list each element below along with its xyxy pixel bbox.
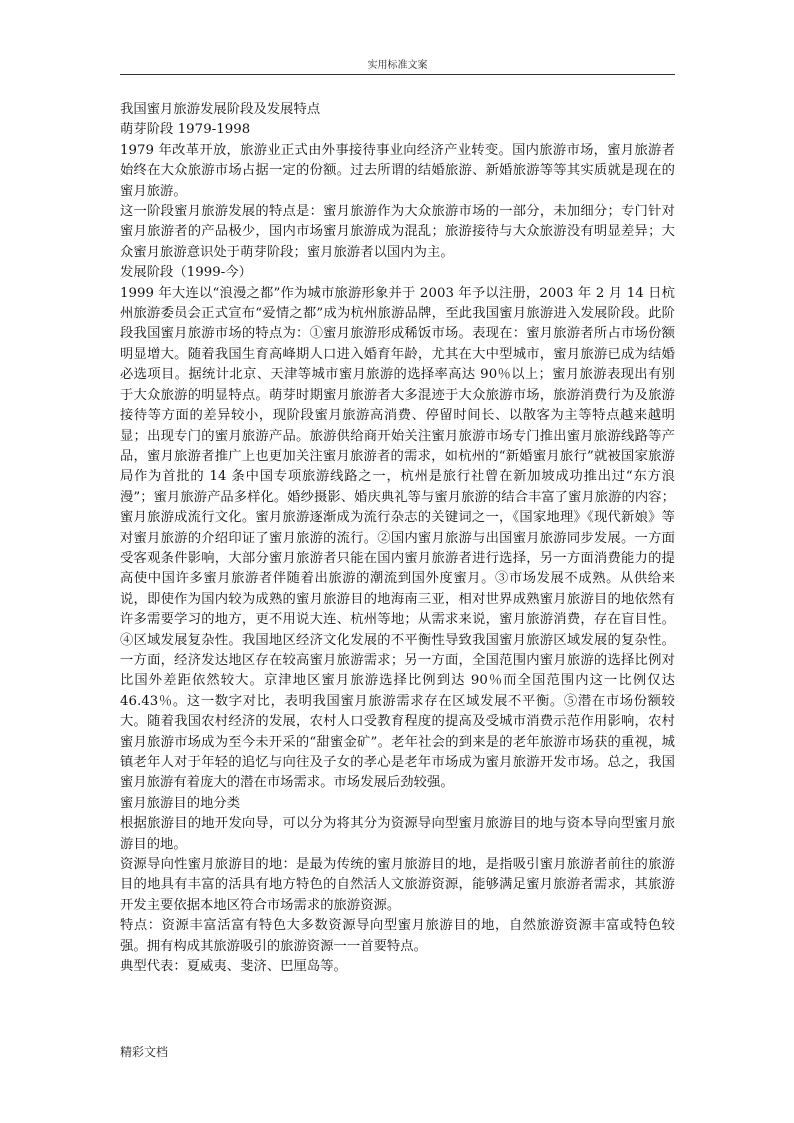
section-heading-budding-stage: 萌芽阶段 1979-1998	[120, 122, 251, 138]
document-body	[120, 100, 675, 977]
header-rule	[120, 74, 675, 75]
document-title: 我国蜜月旅游发展阶段及发展特点	[120, 102, 321, 117]
paragraph: 1999 年大连以“浪漫之都”作为城市旅游形象并于 2003 年予以注册，2003 年 2 月 14 日杭州旅游委员会正式宣布“爱情之都”成为杭州旅游品牌，至此我国蜜月旅游进入发展阶段。此阶段我国蜜月旅游市场的特点为：①蜜月旅游形成稀饭市场。表现在：蜜月旅游者所占市场份额明显增大。随着我国生育高峰期人口进入婚育年龄，尤其在大中型城市，蜜月旅游已成为结婚必选项目。据统计北京、天津等城市蜜月旅游的选择率高达 90％以上；蜜月旅游表现出有别于大众旅游的明显特点。萌芽时期蜜月旅游者大多混迹于大众旅游市场，旅游消费行为及旅游接待等方面的差异较小，现阶段蜜月旅游高消费、停留时间长、以散客为主等特点越来越明显；出现专门的蜜月旅游产品。旅游供给商开始关注蜜月旅游市场专门推出蜜月旅游线路等产品，蜜月旅游者推广上也更加关注蜜月旅游者的需求，如杭州的“新婚蜜月旅行”就被国家旅游局作为首批的 14 条中国专项旅游线路之一，杭州是旅行社曾在新加坡成功推出过“东方浪漫”；蜜月旅游产品多样化。婚纱摄影、婚庆典礼等与蜜月旅游的结合丰富了蜜月旅游的内容；蜜月旅游成流行文化。蜜月旅游逐渐成为流行杂志的关键词之一，《国家地理》《现代新娘》等对蜜月旅游的介绍印证了蜜月旅游的流行。②国内蜜月旅游与出国蜜月旅游同步发展。一方面受客观条件影响，大部分蜜月旅游者只能在国内蜜月旅游者进行选择，另一方面消费能力的提高使中国许多蜜月旅游者伴随着出旅游的潮流到国外度蜜月。③市场发展不成熟。从供给来说，即使作为国内较为成熟的蜜月旅游目的地海南三亚，相对世界成熟蜜月旅游目的地依然有许多需要学习的地方，更不用说大连、杭州等地；从需求来说，蜜月旅游消费，存在盲目性。④区域发展复杂性。我国地区经济文化发展的不平衡性导致我国蜜月旅游区域发展的复杂性。一方面，经济发达地区存在较高蜜月旅游需求；另一方面，全国范围内蜜月旅游的选择比例对比国外差距依然较大。京津地区蜜月旅游选择比例到达 90％而全国范围内这一比例仅达 46.43％。这一数字对比，表明我国蜜月旅游需求存在区域发展不平衡。⑤潜在市场份额较大。随着我国农村经济的发展，农村人口受教育程度的提高及受城市消费示范作用影响，农村蜜月旅游市场成为至今未开采的“甜蜜金矿”。老年社会的到来是的老年旅游市场获的重视，城镇老年人对于年轻的追忆与向往及子女的孝心是老年市场成为蜜月旅游开发市场。总之，我国蜜月旅游有着庞大的潜在市场需求。市场发展后劲较强。	[120, 285, 675, 791]
paragraph: 特点：资源丰富活富有特色大多数资源导向型蜜月旅游目的地，自然旅游资源丰富或特色较强。拥有构成其旅游吸引的旅游资源一一首要特点。	[120, 918, 675, 954]
paragraph: 根据旅游目的地开发向导，可以分为将其分为资源导向型蜜月旅游目的地与资本导向型蜜月旅游目的地。	[120, 816, 675, 852]
paragraph: 这一阶段蜜月旅游发展的特点是：蜜月旅游作为大众旅游市场的一部分，未加细分；专门针对蜜月旅游者的产品极少，国内市场蜜月旅游成为混乱；旅游接待与大众旅游没有明显差异；大众蜜月旅游意识处于萌芽阶段；蜜月旅游者以国内为主。	[120, 204, 675, 260]
section-heading-development-stage: 发展阶段（1999-今）	[120, 265, 253, 281]
paragraph: 1979 年改革开放，旅游业正式由外事接待事业向经济产业转变。国内旅游市场，蜜月旅游者始终在大众旅游市场占据一定的份额。过去所谓的结婚旅游、新婚旅游等等其实质就是现在的蜜月旅游。	[120, 142, 675, 199]
section-heading-destination-types: 蜜月旅游目的地分类	[120, 795, 241, 811]
page-header: 实用标准文案	[367, 60, 428, 71]
paragraph: 资源导向性蜜月旅游目的地：是最为传统的蜜月旅游目的地，是指吸引蜜月旅游者前往的旅游目的地具有丰富的活具有地方特色的自然活人文旅游资源，能够满足蜜月旅游者需求，其旅游开发主要依据本地区符合市场需求的旅游资源。	[120, 857, 675, 913]
paragraph: 典型代表：夏威夷、斐济、巴厘岛等。	[120, 959, 347, 975]
page-footer: 精彩文档	[120, 1045, 169, 1059]
